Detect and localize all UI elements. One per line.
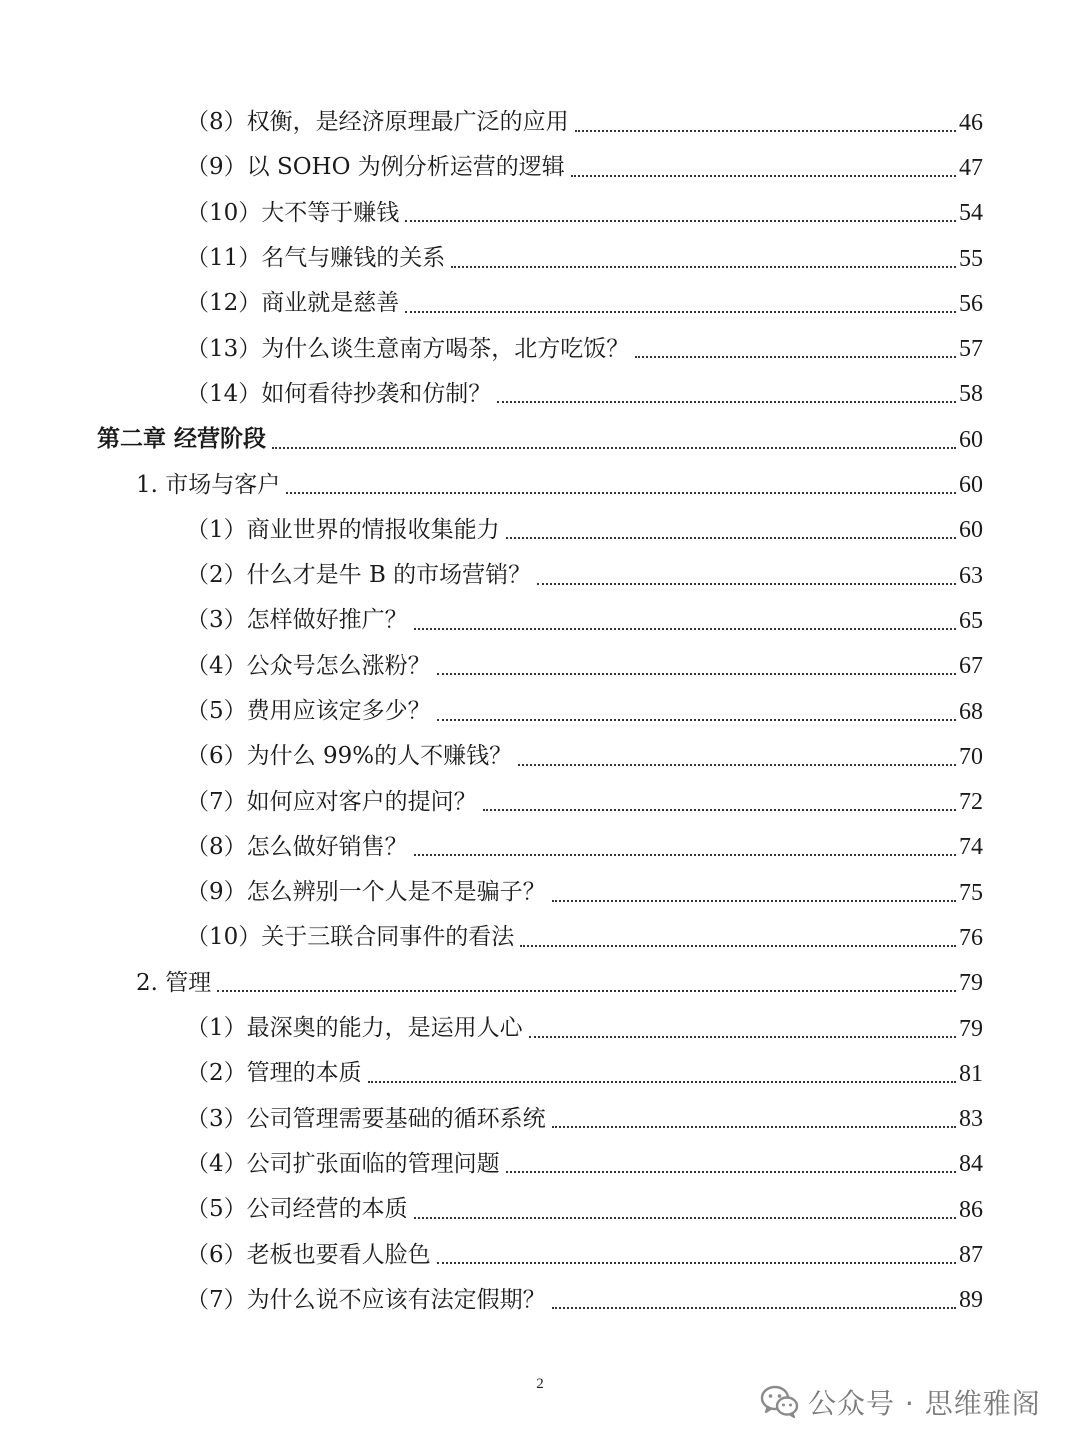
dot-leader — [571, 175, 956, 177]
toc-chapter-entry[interactable] — [0, 417, 1080, 462]
toc-entry-page: 47 — [959, 154, 983, 181]
toc-entry[interactable] — [0, 281, 1080, 326]
toc-entry-page: 84 — [959, 1151, 983, 1178]
toc-entry[interactable] — [0, 508, 1080, 553]
toc-entry-label: （5）费用应该定多少？ — [186, 698, 431, 724]
dot-leader — [520, 945, 956, 947]
toc-entry-page: 54 — [959, 200, 983, 227]
toc-entry-label: （6）为什么 99%的人不赚钱？ — [186, 743, 513, 770]
toc-entry-page: 56 — [959, 290, 983, 317]
section-title: 2. 管理 — [136, 969, 212, 996]
toc-entry-label: （10）关于三联合同事件的看法 — [186, 924, 515, 951]
toc-entry[interactable] — [0, 236, 1080, 281]
dot-leader — [414, 1217, 956, 1219]
toc-entry-label: （5）公司经营的本质 — [186, 1196, 408, 1223]
toc-entry-page: 60 — [959, 426, 983, 453]
dot-leader — [405, 311, 956, 313]
toc-entry-label: （1）商业世界的情报收集能力 — [186, 516, 500, 543]
toc-entry[interactable] — [0, 1187, 1080, 1232]
toc-entry[interactable] — [0, 689, 1080, 734]
toc-entry-label: （3）怎样做好推广？ — [186, 607, 408, 634]
toc-entry-label: （4）公司扩张面临的管理问题 — [186, 1150, 500, 1177]
toc-entry-page: 89 — [959, 1287, 983, 1314]
dot-leader — [537, 583, 956, 585]
toc-entry[interactable] — [0, 145, 1080, 190]
dot-leader — [552, 1126, 956, 1128]
toc-entry-label: （9）以 SOHO 为例分析运营的逻辑 — [186, 154, 565, 181]
toc-entry-page: 67 — [959, 653, 983, 680]
toc-entry-page: 79 — [959, 970, 983, 997]
toc-entry-page: 57 — [959, 336, 983, 363]
section-title: 1. 市场与客户 — [136, 471, 281, 498]
toc-entry-page: 83 — [959, 1106, 983, 1133]
toc-entry[interactable] — [0, 644, 1080, 689]
toc-entry[interactable] — [0, 779, 1080, 824]
watermark — [760, 1380, 1041, 1424]
toc-entry-page: 63 — [959, 562, 983, 589]
toc-entry-page: 55 — [959, 245, 983, 272]
dot-leader — [217, 990, 956, 992]
toc-entry[interactable] — [0, 598, 1080, 643]
dot-leader — [483, 809, 956, 811]
dot-leader — [272, 447, 956, 449]
toc-entry[interactable] — [0, 1232, 1080, 1277]
toc-entry-page: 60 — [959, 472, 983, 499]
toc-entry-page: 76 — [959, 924, 983, 951]
toc-entry-label: （3）公司管理需要基础的循环系统 — [186, 1105, 546, 1132]
dot-leader — [506, 1171, 956, 1173]
toc-entry-label: （8）权衡，是经济原理最广泛的应用 — [186, 109, 569, 136]
toc-entry-label: （2）管理的本质 — [186, 1060, 362, 1087]
toc-entry-label: （1）最深奥的能力，是运用人心 — [186, 1015, 523, 1042]
dot-leader — [518, 764, 956, 766]
toc-entry-page: 81 — [959, 1060, 983, 1087]
dot-leader — [437, 719, 956, 721]
toc-entry[interactable] — [0, 191, 1080, 236]
toc-entry[interactable] — [0, 100, 1080, 145]
toc-entry-page: 79 — [959, 1015, 983, 1042]
toc-entry-page: 87 — [959, 1242, 983, 1269]
dot-leader — [635, 356, 956, 358]
toc-entry-page: 70 — [959, 743, 983, 770]
toc-entry-label: （2）什么才是牛 B 的市场营销？ — [186, 562, 532, 589]
toc-entry-label: （14）如何看待抄袭和仿制？ — [186, 380, 492, 407]
toc-entry[interactable] — [0, 1051, 1080, 1096]
toc-entry[interactable] — [0, 1142, 1080, 1187]
toc-entry-page: 60 — [959, 517, 983, 544]
toc-entry-page: 74 — [959, 834, 983, 861]
toc-entry-page: 72 — [959, 789, 983, 816]
dot-leader — [506, 537, 956, 539]
toc-section-entry[interactable] — [0, 961, 1080, 1006]
toc-entry-label: （7）为什么说不应该有法定假期？ — [186, 1286, 546, 1313]
toc-entry-page: 65 — [959, 607, 983, 634]
toc-entry-label: （10）大不等于赚钱 — [186, 199, 400, 226]
wechat-icon — [760, 1385, 800, 1419]
dot-leader — [552, 1307, 956, 1309]
toc-entry-label: （13）为什么谈生意南方喝茶，北方吃饭？ — [186, 335, 630, 362]
toc-entry-page: 58 — [959, 381, 983, 408]
dot-leader — [414, 854, 956, 856]
toc-entry-label: （12）商业就是慈善 — [186, 290, 400, 317]
toc-entry-page: 86 — [959, 1196, 983, 1223]
toc-entry-label: （9）怎么辨别一个人是不是骗子？ — [186, 879, 546, 906]
toc-entry[interactable] — [0, 915, 1080, 960]
toc-entry[interactable] — [0, 870, 1080, 915]
toc-entry-page: 68 — [959, 698, 983, 725]
toc-entry[interactable] — [0, 1278, 1080, 1323]
dot-leader — [575, 130, 956, 132]
toc-entry[interactable] — [0, 1006, 1080, 1051]
dot-leader — [529, 1036, 956, 1038]
toc-entry[interactable] — [0, 372, 1080, 417]
dot-leader — [405, 220, 956, 222]
toc-entry[interactable] — [0, 825, 1080, 870]
toc-entry-page: 75 — [959, 879, 983, 906]
toc-entry[interactable] — [0, 553, 1080, 598]
toc-entry-label: （4）公众号怎么涨粉？ — [186, 652, 431, 679]
dot-leader — [497, 401, 956, 403]
dot-leader — [286, 492, 956, 494]
table-of-contents — [0, 100, 1080, 1323]
toc-entry-page: 46 — [959, 109, 983, 136]
dot-leader — [368, 1081, 956, 1083]
dot-leader — [437, 673, 956, 675]
watermark-text: 公众号 · 思维雅阁 — [808, 1387, 1041, 1420]
toc-entry[interactable] — [0, 734, 1080, 779]
chapter-title: 第二章 经营阶段 — [97, 426, 267, 453]
toc-entry-label: （8）怎么做好销售？ — [186, 833, 408, 860]
toc-entry[interactable] — [0, 326, 1080, 371]
toc-entry-label: （6）老板也要看人脸色 — [186, 1241, 431, 1268]
page-number: 2 — [536, 1376, 544, 1392]
toc-entry-label: （11）名气与赚钱的关系 — [186, 245, 446, 272]
dot-leader — [451, 266, 956, 268]
dot-leader — [437, 1262, 956, 1264]
dot-leader — [414, 628, 956, 630]
toc-section-entry[interactable] — [0, 462, 1080, 507]
toc-entry[interactable] — [0, 1097, 1080, 1142]
toc-entry-label: （7）如何应对客户的提问？ — [186, 788, 477, 815]
dot-leader — [552, 900, 956, 902]
